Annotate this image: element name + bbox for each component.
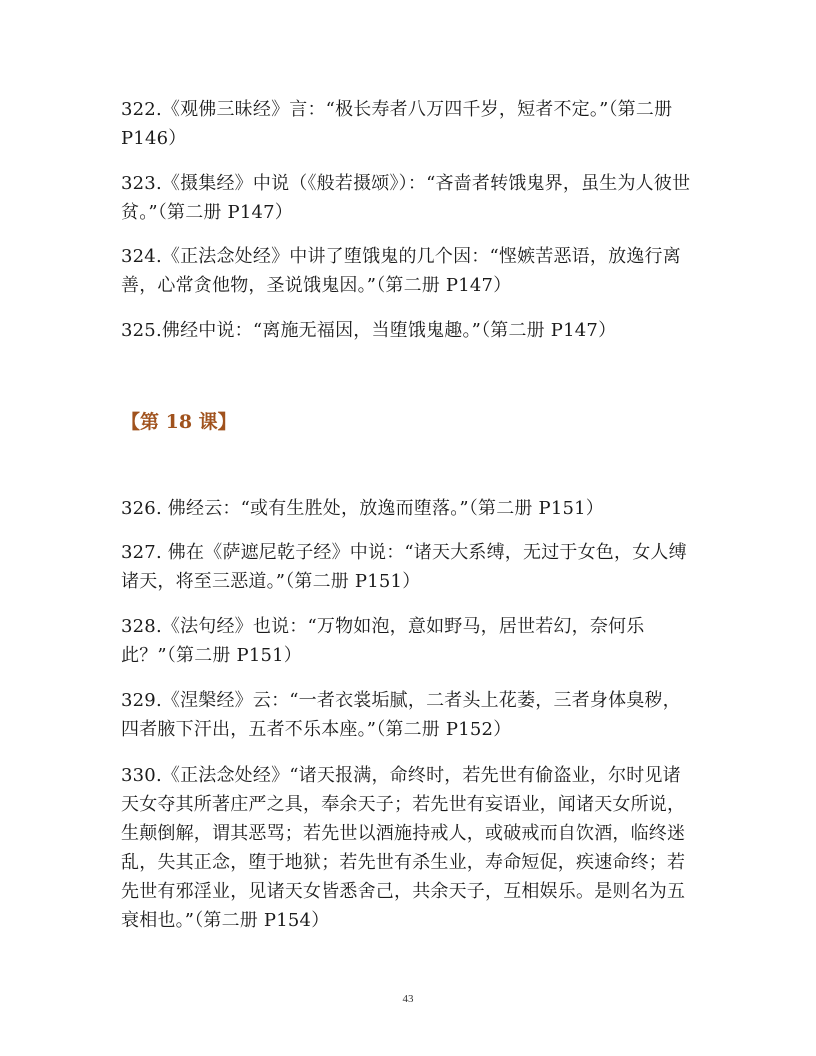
- page-number: 43: [402, 993, 414, 1005]
- entry-326: 326. 佛经云：“或有生胜处，放逸而堕落。”（第二册 P151）: [121, 498, 604, 519]
- entry-324: 324.《正法念处经》中讲了堕饿鬼的几个因：“悭嫉苦恶语，放逸行离善，心常贪他物，圣说饿鬼因。”（第二册 P147）: [121, 246, 681, 296]
- entry-322: 322.《观佛三昧经》言：“极长寿者八万四千岁，短者不定。”（第二册 P146）: [121, 99, 673, 149]
- entry-323: 323.《摄集经》中说（《般若摄颂》）：“吝啬者转饿鬼界，虽生为人彼世贫。”（第二册 P147）: [121, 173, 691, 223]
- entry-329: 329.《涅槃经》云：“一者衣裳垢腻，二者头上花萎，三者身体臭秽，四者腋下汗出，五者不乐本座。”（第二册 P152）: [121, 690, 681, 740]
- entry-325: 325.佛经中说：“离施无福因，当堕饿鬼趣。”（第二册 P147）: [121, 320, 617, 341]
- entry-327: 327. 佛在《萨遮尼乾子经》中说：“诸天大系缚，无过于女色，女人缚诸天，将至三恶道。”（第二册 P151）: [121, 542, 687, 592]
- entry-330: 330.《正法念处经》“诸天报满，命终时，若先世有偷盗业，尔时见诸天女夺其所著庄严之具，奉余天子；若先世有妄语业，闻诸天女所说，生颠倒解，谓其恶骂；若先世以酒施持戒人，或破戒而自饮酒，临终迷乱，失其正念，堕于地狱；若先世有杀生业，寿命短促，疾速命终；若先世有邪淫业，见诸天女皆悉舍己，共余天子，互相娱乐。是则名为五衰相也。”（第二册 P154）: [121, 765, 686, 931]
- entry-328: 328.《法句经》也说：“万物如泡，意如野马，居世若幻，奈何乐此？”（第二册 P151）: [121, 616, 645, 666]
- lesson-heading: 【第 18 课】: [121, 411, 237, 433]
